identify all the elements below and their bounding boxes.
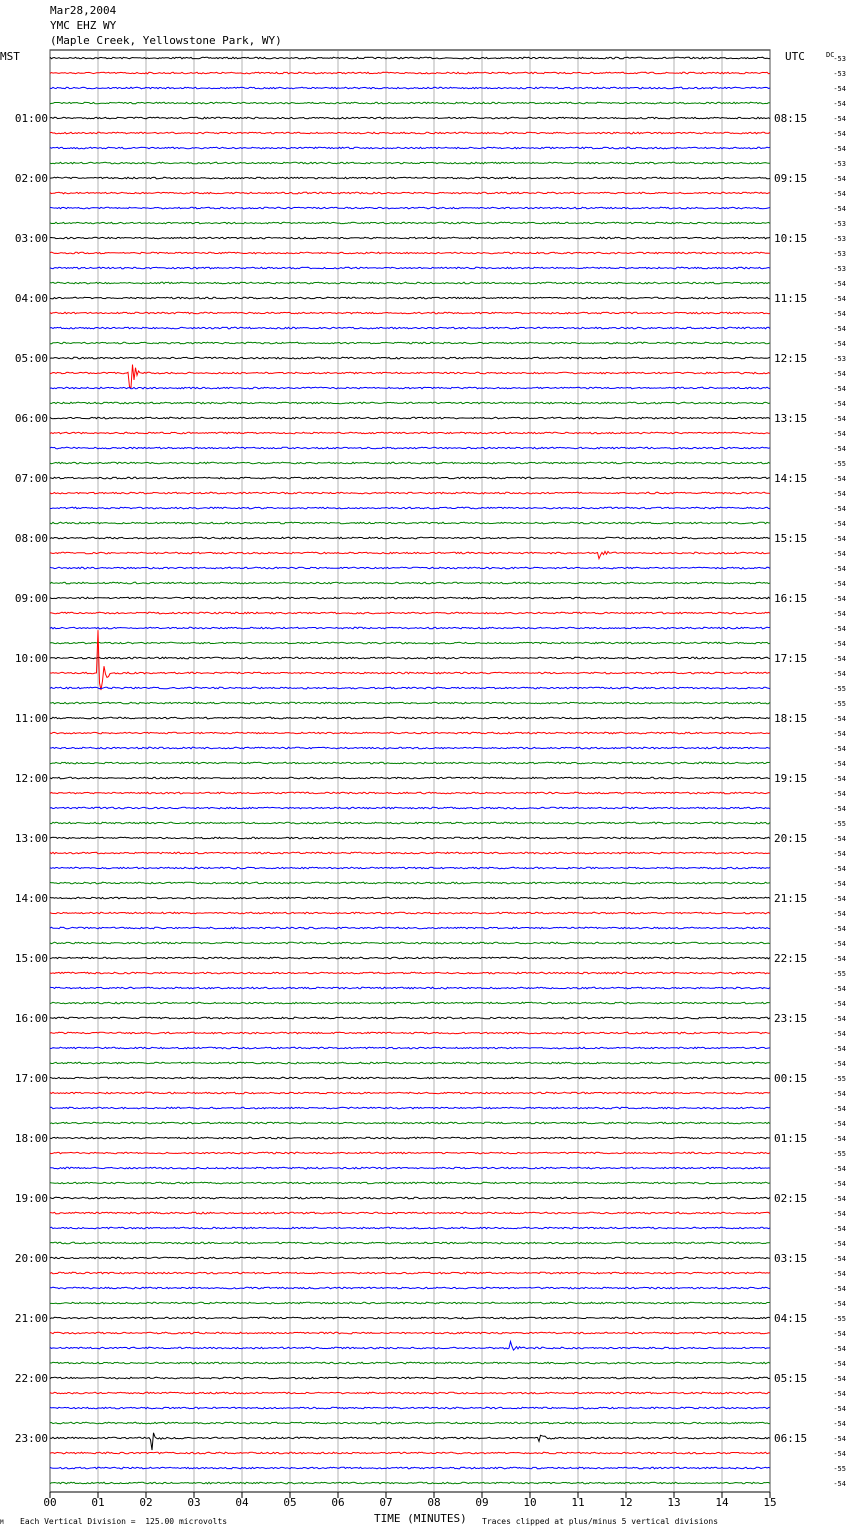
mst-hour-label: 06:00 <box>14 412 48 425</box>
trace-84 <box>50 1317 770 1319</box>
x-tick-label: 12 <box>619 1496 633 1509</box>
mst-hour-label: 18:00 <box>14 1132 48 1145</box>
mst-hour-label: 01:00 <box>14 112 48 125</box>
scale-note: Each Vertical Division = 125.00 microvolts <box>20 1517 228 1526</box>
dc-offset-label: -54 <box>833 385 846 393</box>
mst-hour-label: 11:00 <box>14 712 48 725</box>
utc-hour-label: 16:15 <box>774 592 808 605</box>
mst-hour-label: 19:00 <box>14 1192 48 1205</box>
dc-offset-label: -53 <box>833 70 846 78</box>
dc-offset-label: -54 <box>833 175 846 183</box>
dc-offset-label: -54 <box>833 1105 846 1113</box>
dc-offset-label: -54 <box>833 445 846 453</box>
trace-26 <box>50 447 770 449</box>
mst-hour-label: 07:00 <box>14 472 48 485</box>
trace-38 <box>50 627 770 629</box>
trace-40 <box>50 657 770 659</box>
mst-hour-label: 02:00 <box>14 172 48 185</box>
station-id: YMC EHZ WY <box>50 19 117 32</box>
mst-hour-label: 20:00 <box>14 1252 48 1265</box>
mst-hour-label: 13:00 <box>14 832 48 845</box>
utc-hour-label: 18:15 <box>774 712 808 725</box>
dc-offset-label: -54 <box>833 280 846 288</box>
trace-12 <box>50 237 770 239</box>
trace-92 <box>50 1433 770 1450</box>
dc-offset-label: -54 <box>833 1375 846 1383</box>
mst-hour-label: 10:00 <box>14 652 48 665</box>
dc-offset-label: -54 <box>833 205 846 213</box>
mst-hour-label: 03:00 <box>14 232 48 245</box>
trace-70 <box>50 1107 770 1109</box>
trace-74 <box>50 1167 770 1169</box>
utc-hour-label: 00:15 <box>774 1072 808 1085</box>
station-location: (Maple Creek, Yellowstone Park, WY) <box>50 34 282 47</box>
dc-offset-label: -54 <box>833 340 846 348</box>
mst-hour-label: 14:00 <box>14 892 48 905</box>
dc-offset-label: -54 <box>833 1060 846 1068</box>
dc-offset-label: -54 <box>833 1300 846 1308</box>
trace-8 <box>50 177 770 179</box>
dc-offset-label: -54 <box>833 505 846 513</box>
mst-hour-label: 23:00 <box>14 1432 48 1445</box>
utc-hour-label: 06:15 <box>774 1432 808 1445</box>
dc-offset-label: -53 <box>833 355 846 363</box>
dc-offset-label: -54 <box>833 1210 846 1218</box>
trace-31 <box>50 522 770 524</box>
dc-offset-label: -54 <box>833 190 846 198</box>
trace-15 <box>50 282 770 284</box>
right-timezone-label: UTC <box>785 50 805 63</box>
trace-4 <box>50 117 770 119</box>
dc-offset-label: -54 <box>833 1225 846 1233</box>
x-tick-label: 04 <box>235 1496 249 1509</box>
trace-2 <box>50 87 770 89</box>
trace-91 <box>50 1422 770 1424</box>
trace-49 <box>50 792 770 794</box>
dc-offset-label: -54 <box>833 640 846 648</box>
dc-offset-label: -55 <box>833 460 846 468</box>
dc-offset-label: -54 <box>833 955 846 963</box>
dc-offset-label: -53 <box>833 235 846 243</box>
x-tick-label: 08 <box>427 1496 441 1509</box>
trace-80 <box>50 1257 770 1259</box>
utc-hour-label: 05:15 <box>774 1372 808 1385</box>
x-tick-label: 01 <box>91 1496 105 1509</box>
trace-44 <box>50 717 770 719</box>
trace-17 <box>50 312 770 314</box>
trace-56 <box>50 897 770 899</box>
left-timezone-label: MST <box>0 50 20 63</box>
trace-13 <box>50 252 770 254</box>
dc-offset-label: -54 <box>833 1435 846 1443</box>
dc-offset-label: -54 <box>833 910 846 918</box>
trace-55 <box>50 882 770 884</box>
trace-43 <box>50 702 770 704</box>
utc-hour-label: 17:15 <box>774 652 808 665</box>
trace-71 <box>50 1122 770 1124</box>
dc-offset-label: -54 <box>833 880 846 888</box>
dc-offset-label: -54 <box>833 1120 846 1128</box>
trace-60 <box>50 957 770 959</box>
dc-offset-label: -54 <box>833 1180 846 1188</box>
dc-offset-label: -54 <box>833 1255 846 1263</box>
dc-offset-label: -55 <box>833 970 846 978</box>
dc-offset-label: -54 <box>833 1360 846 1368</box>
dc-offset-label: -54 <box>833 1195 846 1203</box>
clip-note: Traces clipped at plus/minus 5 vertical divisions <box>482 1517 719 1526</box>
dc-offset-label: -54 <box>833 1135 846 1143</box>
dc-offset-label: -54 <box>833 475 846 483</box>
dc-offset-label: -54 <box>833 610 846 618</box>
trace-67 <box>50 1062 770 1064</box>
trace-72 <box>50 1137 770 1139</box>
dc-offset-label: -54 <box>833 925 846 933</box>
x-tick-label: 05 <box>283 1496 297 1509</box>
dc-offset-label: -54 <box>833 310 846 318</box>
dc-offset-label: -54 <box>833 730 846 738</box>
dc-offset-label: -54 <box>833 295 846 303</box>
dc-offset-label: -54 <box>833 940 846 948</box>
mst-hour-label: 09:00 <box>14 592 48 605</box>
trace-54 <box>50 867 770 869</box>
dc-offset-label: -53 <box>833 250 846 258</box>
trace-32 <box>50 537 770 539</box>
trace-27 <box>50 462 770 464</box>
trace-50 <box>50 807 770 809</box>
x-tick-label: 03 <box>187 1496 201 1509</box>
trace-93 <box>50 1452 770 1454</box>
utc-hour-label: 08:15 <box>774 112 808 125</box>
trace-34 <box>50 567 770 569</box>
trace-62 <box>50 987 770 989</box>
utc-hour-label: 14:15 <box>774 472 808 485</box>
dc-offset-label: -54 <box>833 745 846 753</box>
dc-offset-label: -54 <box>833 490 846 498</box>
utc-hour-label: 23:15 <box>774 1012 808 1025</box>
dc-offset-label: -54 <box>833 655 846 663</box>
dc-offset-label: -54 <box>833 865 846 873</box>
mst-hour-label: 22:00 <box>14 1372 48 1385</box>
x-tick-label: 14 <box>715 1496 729 1509</box>
corner-mark: M <box>0 1519 4 1526</box>
trace-81 <box>50 1272 770 1274</box>
trace-77 <box>50 1212 770 1214</box>
x-tick-label: 15 <box>763 1496 777 1509</box>
trace-41 <box>50 630 770 690</box>
trace-9 <box>50 192 770 194</box>
utc-hour-label: 20:15 <box>774 832 808 845</box>
mst-hour-label: 15:00 <box>14 952 48 965</box>
dc-offset-label: -54 <box>833 1420 846 1428</box>
x-tick-label: 07 <box>379 1496 393 1509</box>
trace-66 <box>50 1047 770 1049</box>
mst-hour-label: 17:00 <box>14 1072 48 1085</box>
dc-offset-label: -54 <box>833 595 846 603</box>
trace-39 <box>50 642 770 644</box>
trace-22 <box>50 387 770 389</box>
x-tick-label: 06 <box>331 1496 345 1509</box>
trace-69 <box>50 1092 770 1094</box>
dc-offset-label: -54 <box>833 1240 846 1248</box>
trace-5 <box>50 132 770 134</box>
utc-hour-label: 01:15 <box>774 1132 808 1145</box>
trace-37 <box>50 612 770 614</box>
trace-30 <box>50 507 770 509</box>
dc-offset-label: -55 <box>833 685 846 693</box>
trace-6 <box>50 147 770 149</box>
trace-23 <box>50 402 770 404</box>
trace-36 <box>50 597 770 599</box>
dc-offset-label: -53 <box>833 265 846 273</box>
dc-offset-label: -54 <box>833 670 846 678</box>
trace-58 <box>50 927 770 929</box>
trace-61 <box>50 972 770 974</box>
mst-hour-label: 04:00 <box>14 292 48 305</box>
trace-52 <box>50 837 770 839</box>
trace-75 <box>50 1182 770 1184</box>
utc-hour-label: 02:15 <box>774 1192 808 1205</box>
dc-offset-label: -54 <box>833 715 846 723</box>
trace-79 <box>50 1242 770 1244</box>
dc-offset-label: -54 <box>833 760 846 768</box>
dc-offset-label: -54 <box>833 1285 846 1293</box>
dc-offset-label: -54 <box>833 1165 846 1173</box>
dc-offset-label: -55 <box>833 1075 846 1083</box>
trace-90 <box>50 1407 770 1409</box>
trace-33 <box>50 551 770 558</box>
trace-20 <box>50 357 770 359</box>
utc-hour-label: 03:15 <box>774 1252 808 1265</box>
trace-18 <box>50 327 770 329</box>
trace-73 <box>50 1152 770 1154</box>
dc-offset-label: -53 <box>833 220 846 228</box>
utc-hour-label: 21:15 <box>774 892 808 905</box>
trace-24 <box>50 417 770 419</box>
utc-hour-label: 04:15 <box>774 1312 808 1325</box>
trace-46 <box>50 747 770 749</box>
dc-offset-label: -54 <box>833 1000 846 1008</box>
trace-3 <box>50 102 770 104</box>
dc-offset-label: -54 <box>833 550 846 558</box>
trace-35 <box>50 582 770 584</box>
dc-offset-label: -55 <box>833 1465 846 1473</box>
mst-hour-label: 16:00 <box>14 1012 48 1025</box>
dc-offset-label: -54 <box>833 400 846 408</box>
utc-hour-label: 11:15 <box>774 292 808 305</box>
trace-95 <box>50 1482 770 1484</box>
dc-offset-label: -54 <box>833 1450 846 1458</box>
trace-21 <box>50 365 770 388</box>
trace-14 <box>50 267 770 269</box>
dc-offset-label: -55 <box>833 1315 846 1323</box>
trace-42 <box>50 687 770 689</box>
dc-offset-label: -54 <box>833 1330 846 1338</box>
dc-offset-label: -54 <box>833 1270 846 1278</box>
trace-48 <box>50 777 770 779</box>
utc-hour-label: 22:15 <box>774 952 808 965</box>
trace-19 <box>50 342 770 344</box>
trace-51 <box>50 822 770 824</box>
utc-hour-label: 09:15 <box>774 172 808 185</box>
trace-45 <box>50 732 770 734</box>
dc-offset-label: -54 <box>833 1405 846 1413</box>
mst-hour-label: 12:00 <box>14 772 48 785</box>
mst-hour-label: 05:00 <box>14 352 48 365</box>
trace-83 <box>50 1302 770 1304</box>
trace-0 <box>50 57 770 59</box>
trace-94 <box>50 1467 770 1469</box>
dc-offset-label: -53 <box>833 160 846 168</box>
trace-76 <box>50 1197 770 1199</box>
x-tick-label: 10 <box>523 1496 537 1509</box>
trace-82 <box>50 1287 770 1289</box>
trace-63 <box>50 1002 770 1004</box>
trace-59 <box>50 942 770 944</box>
dc-offset-label: -54 <box>833 85 846 93</box>
x-tick-label: 02 <box>139 1496 153 1509</box>
dc-offset-label: -54 <box>833 100 846 108</box>
trace-7 <box>50 162 770 164</box>
x-tick-label: 00 <box>43 1496 57 1509</box>
trace-78 <box>50 1227 770 1229</box>
trace-87 <box>50 1362 770 1364</box>
trace-89 <box>50 1392 770 1394</box>
dc-offset-label: -55 <box>833 1150 846 1158</box>
x-tick-label: 11 <box>571 1496 585 1509</box>
dc-offset-label: -54 <box>833 565 846 573</box>
x-tick-label: 13 <box>667 1496 681 1509</box>
utc-hour-label: 19:15 <box>774 772 808 785</box>
dc-offset-label: -54 <box>833 520 846 528</box>
trace-85 <box>50 1332 770 1334</box>
utc-hour-label: 10:15 <box>774 232 808 245</box>
trace-47 <box>50 762 770 764</box>
trace-10 <box>50 207 770 209</box>
dc-offset-label: -54 <box>833 325 846 333</box>
trace-53 <box>50 852 770 854</box>
dc-offset-label: -54 <box>833 145 846 153</box>
dc-offset-label: -54 <box>833 835 846 843</box>
dc-offset-label: -54 <box>833 115 846 123</box>
dc-offset-label: -55 <box>833 820 846 828</box>
dc-offset-label: -54 <box>833 1015 846 1023</box>
trace-28 <box>50 477 770 479</box>
trace-86 <box>50 1342 770 1351</box>
dc-offset-label: -54 <box>833 790 846 798</box>
trace-57 <box>50 912 770 914</box>
trace-65 <box>50 1032 770 1034</box>
dc-offset-label: -54 <box>833 985 846 993</box>
dc-offset-label: -54 <box>833 430 846 438</box>
dc-label: DC <box>826 51 835 59</box>
dc-offset-label: -53 <box>833 55 846 63</box>
mst-hour-label: 08:00 <box>14 532 48 545</box>
dc-offset-label: -54 <box>833 1045 846 1053</box>
trace-1 <box>50 72 770 74</box>
trace-29 <box>50 492 770 494</box>
x-tick-label: 09 <box>475 1496 489 1509</box>
x-axis-label: TIME (MINUTES) <box>374 1512 467 1525</box>
dc-offset-label: -54 <box>833 1390 846 1398</box>
trace-11 <box>50 222 770 224</box>
dc-offset-label: -54 <box>833 1090 846 1098</box>
dc-offset-label: -54 <box>833 415 846 423</box>
dc-offset-label: -54 <box>833 625 846 633</box>
mst-hour-label: 21:00 <box>14 1312 48 1325</box>
utc-hour-label: 15:15 <box>774 532 808 545</box>
dc-offset-label: -54 <box>833 775 846 783</box>
dc-offset-label: -54 <box>833 895 846 903</box>
dc-offset-label: -54 <box>833 370 846 378</box>
trace-88 <box>50 1377 770 1379</box>
dc-offset-label: -54 <box>833 805 846 813</box>
utc-hour-label: 13:15 <box>774 412 808 425</box>
record-date: Mar28,2004 <box>50 4 117 17</box>
dc-offset-label: -54 <box>833 1030 846 1038</box>
trace-25 <box>50 432 770 434</box>
dc-offset-label: -54 <box>833 1480 846 1488</box>
dc-offset-label: -54 <box>833 1345 846 1353</box>
dc-offset-label: -54 <box>833 850 846 858</box>
trace-64 <box>50 1017 770 1019</box>
dc-offset-label: -54 <box>833 535 846 543</box>
dc-offset-label: -55 <box>833 700 846 708</box>
dc-offset-label: -54 <box>833 580 846 588</box>
trace-16 <box>50 297 770 299</box>
dc-offset-label: -54 <box>833 130 846 138</box>
plot-frame <box>50 50 770 1492</box>
trace-68 <box>50 1077 770 1079</box>
utc-hour-label: 12:15 <box>774 352 808 365</box>
